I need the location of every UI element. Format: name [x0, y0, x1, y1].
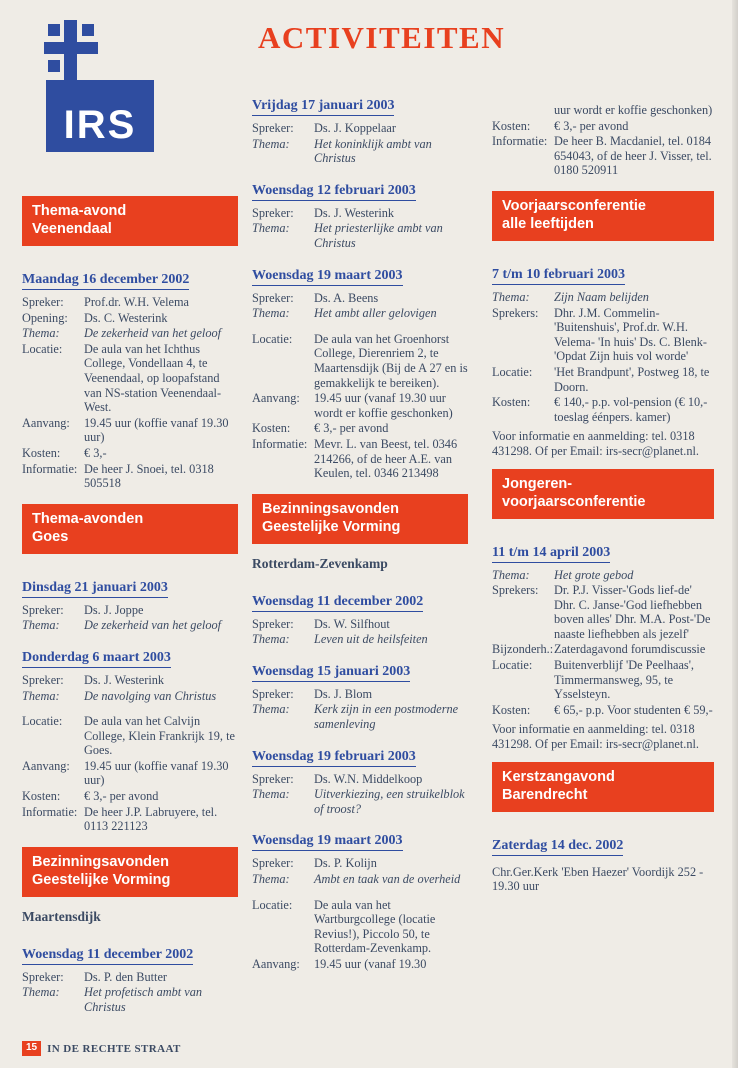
value-thema: Het priesterlijke ambt van Christus [314, 221, 443, 250]
event-date: Woensdag 11 december 2002 [22, 947, 193, 965]
value-kosten: € 3,- per avond [84, 789, 159, 804]
value-kosten: € 3,- per avond [554, 118, 629, 133]
logo-cross-horizontal [44, 42, 98, 54]
value-locatie: De aula van het Calvijn College, Klein Frankrijk 19, te Goes. [84, 714, 235, 758]
event-details [22, 970, 238, 1016]
registration-info: Voor informatie en aanmelding: tel. 0318 431298. Of per Email: irs-secr@planet.nl. [492, 429, 699, 458]
value-spreker: Ds. W. Silfhout [314, 616, 390, 631]
value-sprekers: Dhr. J.M. Commelin- 'Buitenshuis', Prof.dr. W.H. Velema- 'In huis' Ds. C. Blenk- 'Opdat Zijn huis vol worde' [554, 305, 707, 364]
label-spreker: Spreker: [22, 672, 64, 687]
section-header-line-2: Goes [32, 528, 69, 545]
event-date: Donderdag 6 maart 2003 [22, 650, 171, 668]
value-opening: Ds. C. Westerink [84, 310, 168, 325]
event-date: Woensdag 19 maart 2003 [252, 833, 403, 851]
event-date: Woensdag 19 maart 2003 [252, 268, 403, 286]
value-thema: Het grote gebod [554, 567, 634, 582]
label-sprekers: Sprekers: [492, 305, 539, 320]
label-thema: Thema: [22, 688, 60, 703]
value-informatie: De heer J. Snoei, tel. 0318 505518 [84, 461, 214, 491]
column-3 [492, 103, 714, 894]
event-date: 7 t/m 10 februari 2003 [492, 267, 625, 285]
label-thema: Thema: [252, 787, 290, 802]
event-details [22, 603, 238, 634]
page-edge-shadow [732, 0, 738, 1068]
logo-square-3 [48, 60, 60, 72]
value-spreker: Ds. J. Westerink [84, 672, 165, 687]
value-aanvang-continued: uur wordt er koffie geschonken) [554, 103, 713, 117]
event-date: 11 t/m 14 april 2003 [492, 545, 610, 563]
label-kosten: Kosten: [492, 395, 531, 410]
value-informatie: De heer J.P. Labruyere, tel. 0113 221123 [84, 804, 218, 834]
value-spreker: Ds. J. Westerink [314, 205, 395, 220]
label-kosten: Kosten: [22, 789, 61, 804]
label-thema: Thema: [22, 985, 60, 1000]
event-details [252, 617, 468, 648]
page-number: 15 [22, 1041, 41, 1056]
value-spreker: Ds. P. Kolijn [314, 856, 377, 871]
value-thema: Het ambt aller gelovigen [314, 306, 437, 321]
label-spreker: Spreker: [22, 602, 64, 617]
label-sprekers: Sprekers: [492, 583, 539, 598]
value-locatie: De aula van het Ichthus College, Vondellaan 4, te Veenendaal, op loopafstand van NS-station Veenendaal-West. [84, 341, 222, 415]
value-thema: Kerk zijn in een postmoderne samenleving [314, 702, 459, 732]
section-header-jongeren-voorjaarsconferentie [492, 469, 714, 519]
event-date: Vrijdag 17 januari 2003 [252, 98, 394, 116]
value-spreker: Ds. A. Beens [314, 290, 379, 305]
label-aanvang: Aanvang: [22, 758, 70, 773]
label-thema: Thema: [22, 618, 60, 633]
event-details [22, 295, 238, 492]
label-locatie: Locatie: [252, 331, 293, 346]
label-kosten: Kosten: [492, 118, 531, 133]
value-thema: De navolging van Christus [84, 688, 217, 703]
value-spreker: Prof.dr. W.H. Velema [84, 295, 189, 309]
value-locatie: De aula van het Groenhorst College, Dierenriem 2, te Maartensdijk (Bij de A 27 en is gemakkelijk te bereiken). [314, 331, 468, 390]
value-thema: Leven uit de heilsfeiten [314, 632, 428, 647]
logo-square-2 [82, 24, 94, 36]
section-header-line-1: Thema-avonden [32, 510, 144, 527]
value-aanvang: 19.45 uur (koffie vanaf 19.30 uur) [84, 415, 229, 445]
label-spreker: Spreker: [22, 295, 64, 309]
label-kosten: Kosten: [252, 421, 291, 436]
value-thema: Uitverkiezing, een struikelblok of troost? [314, 787, 465, 816]
event-details [492, 568, 714, 719]
label-thema: Thema: [252, 872, 290, 887]
label-informatie: Informatie: [22, 461, 78, 476]
label-informatie: Informatie: [22, 804, 78, 819]
label-spreker: Spreker: [252, 686, 294, 701]
section-header-line-1: Bezinningsavonden [32, 853, 169, 870]
value-spreker: Ds. J. Blom [314, 686, 373, 701]
value-thema: Zijn Naam belijden [554, 289, 649, 304]
label-locatie: Locatie: [22, 714, 63, 729]
registration-info: Voor informatie en aanmelding: tel. 0318 431298. Of per Email: irs-secr@planet.nl. [492, 722, 699, 752]
event-date: Maandag 16 december 2002 [22, 272, 189, 290]
value-informatie: Mevr. L. van Beest, tel. 0346 214266, of de heer A.E. van Keulen, tel. 0346 213498 [314, 436, 458, 481]
value-thema: De zekerheid van het geloof [84, 618, 222, 633]
value-aanvang: 19.45 uur (vanaf 19.30 [314, 957, 427, 971]
value-thema: Het koninklijk ambt van Christus [314, 136, 432, 166]
label-aanvang: Aanvang: [252, 957, 300, 971]
value-kosten: € 65,- p.p. Voor studenten € 59,- [554, 702, 713, 717]
section-header-line-2: Barendrecht [502, 786, 588, 803]
event-details [252, 291, 468, 482]
label-kosten: Kosten: [492, 702, 531, 717]
publication-name: IN DE RECHTE STRAAT [47, 1042, 181, 1055]
event-date: Zaterdag 14 dec. 2002 [492, 838, 623, 856]
label-thema: Thema: [492, 289, 530, 304]
value-spreker: Ds. P. den Butter [84, 969, 168, 984]
label-thema: Thema: [252, 702, 290, 717]
label-aanvang: Aanvang: [252, 391, 300, 406]
label-kosten: Kosten: [22, 445, 61, 460]
label-thema: Thema: [252, 632, 290, 647]
label-thema: Thema: [252, 136, 290, 151]
label-spreker: Spreker: [252, 121, 294, 135]
value-aanvang: 19.45 uur (vanaf 19.30 uur wordt er koffie geschonken) [314, 391, 453, 420]
label-spreker: Spreker: [252, 771, 294, 786]
place-name: Rotterdam-Zevenkamp [252, 555, 388, 571]
value-locatie: Buitenverblijf 'De Peelhaas', Timmermansweg, 95, te Ysselsteyn. [554, 658, 694, 702]
section-header-kerstzangavond-barendrecht [492, 762, 714, 812]
section-header-line-2: Geestelijke Vorming [262, 518, 401, 535]
section-header-line-2: alle leeftijden [502, 215, 594, 232]
event-details [252, 772, 468, 818]
logo-text: IRS [63, 103, 137, 147]
label-locatie: Locatie: [252, 897, 293, 912]
section-header-line-2: voorjaarsconferentie [502, 493, 646, 510]
value-bijzonderheden: Zaterdagavond forumdiscussie [554, 642, 706, 657]
event-details [252, 121, 468, 167]
value-locatie: 'Het Brandpunt', Postweg 18, te Doorn. [554, 364, 710, 394]
label-thema: Thema: [252, 306, 290, 321]
event-details [252, 856, 468, 972]
event-date: Woensdag 11 december 2002 [252, 594, 423, 612]
label-opening: Opening: [22, 310, 68, 325]
event-date: Woensdag 15 januari 2003 [252, 664, 410, 682]
column-2 [252, 96, 468, 975]
label-thema: Thema: [22, 326, 60, 341]
label-informatie: Informatie: [492, 134, 548, 149]
event-text: Chr.Ger.Kerk 'Eben Haezer' Voordijk 252 - 19.30 uur [492, 864, 704, 894]
section-header-line-1: Bezinningsavonden [262, 500, 399, 517]
place-name: Maartensdijk [22, 908, 101, 924]
value-aanvang: 19.45 uur (koffie vanaf 19.30 uur) [84, 758, 229, 788]
value-spreker: Ds. J. Joppe [84, 602, 144, 617]
logo-block [46, 80, 154, 152]
label-locatie: Locatie: [22, 341, 63, 356]
label-locatie: Locatie: [492, 658, 533, 673]
section-header-line-1: Kerstzangavond [502, 768, 615, 785]
event-details-continued [492, 103, 714, 179]
section-header-line-1: Thema-avond [32, 203, 127, 219]
footer [22, 1041, 181, 1056]
section-header-line-2: Veenendaal [32, 221, 112, 237]
label-spreker: Spreker: [252, 205, 294, 220]
event-details [252, 687, 468, 733]
section-header-bezinningsavonden-rotterdam [252, 494, 468, 544]
logo-square-1 [48, 24, 60, 36]
event-date: Dinsdag 21 januari 2003 [22, 580, 168, 598]
event-date: Woensdag 19 februari 2003 [252, 749, 416, 767]
value-spreker: Ds. W.N. Middelkoop [314, 771, 423, 786]
label-bijzonderheden: Bijzonderh.: [492, 642, 554, 657]
section-header-thema-avonden-goes [22, 504, 238, 554]
section-header-line-1: Jongeren- [502, 475, 573, 492]
page-title: ACTIVITEITEN [258, 20, 506, 55]
label-spreker: Spreker: [252, 290, 294, 305]
label-spreker: Spreker: [252, 616, 294, 631]
section-header-line-1: Voorjaarsconferentie [502, 197, 646, 214]
label-locatie: Locatie: [492, 364, 533, 379]
label-informatie: Informatie: [252, 436, 308, 451]
section-header-bezinningsavonden-maartensdijk [22, 847, 238, 897]
value-thema: Ambt en taak van de overheid [314, 872, 461, 887]
label-spreker: Spreker: [22, 969, 64, 984]
label-thema: Thema: [492, 567, 530, 582]
value-thema: De zekerheid van het geloof [84, 326, 222, 341]
value-thema: Het profetisch ambt van Christus [84, 985, 203, 1015]
label-spreker: Spreker: [252, 856, 294, 871]
irs-logo [28, 18, 203, 158]
event-details [252, 206, 468, 252]
value-kosten: € 3,- per avond [314, 421, 389, 436]
value-spreker: Ds. J. Koppelaar [314, 121, 396, 135]
event-details [22, 673, 238, 835]
section-header-thema-avond-veenendaal [22, 196, 238, 246]
label-thema: Thema: [252, 221, 290, 236]
event-date: Woensdag 12 februari 2003 [252, 183, 416, 201]
label-aanvang: Aanvang: [22, 415, 70, 430]
value-kosten: € 140,- p.p. vol-pension (€ 10,- toeslag éénpers. kamer) [554, 395, 708, 424]
value-informatie: De heer B. Macdaniel, tel. 0184 654043, of de heer J. Visser, tel. 0180 520911 [554, 134, 712, 178]
section-header-line-2: Geestelijke Vorming [32, 871, 171, 888]
value-kosten: € 3,- [84, 445, 107, 460]
value-sprekers: Dr. P.J. Visser-'Gods lief-de' Dhr. C. Janse-'God liefhebben boven alles' Dhr. M.A. Post-'De naaste liefhebben als jezelf' [554, 583, 711, 641]
value-locatie: De aula van het Wartburgcollege (locatie Revius!), Piccolo 50, te Rotterdam-Zevenkamp. [314, 897, 436, 956]
event-details [492, 290, 714, 425]
column-1 [22, 196, 238, 1018]
section-header-voorjaarsconferentie [492, 191, 714, 241]
